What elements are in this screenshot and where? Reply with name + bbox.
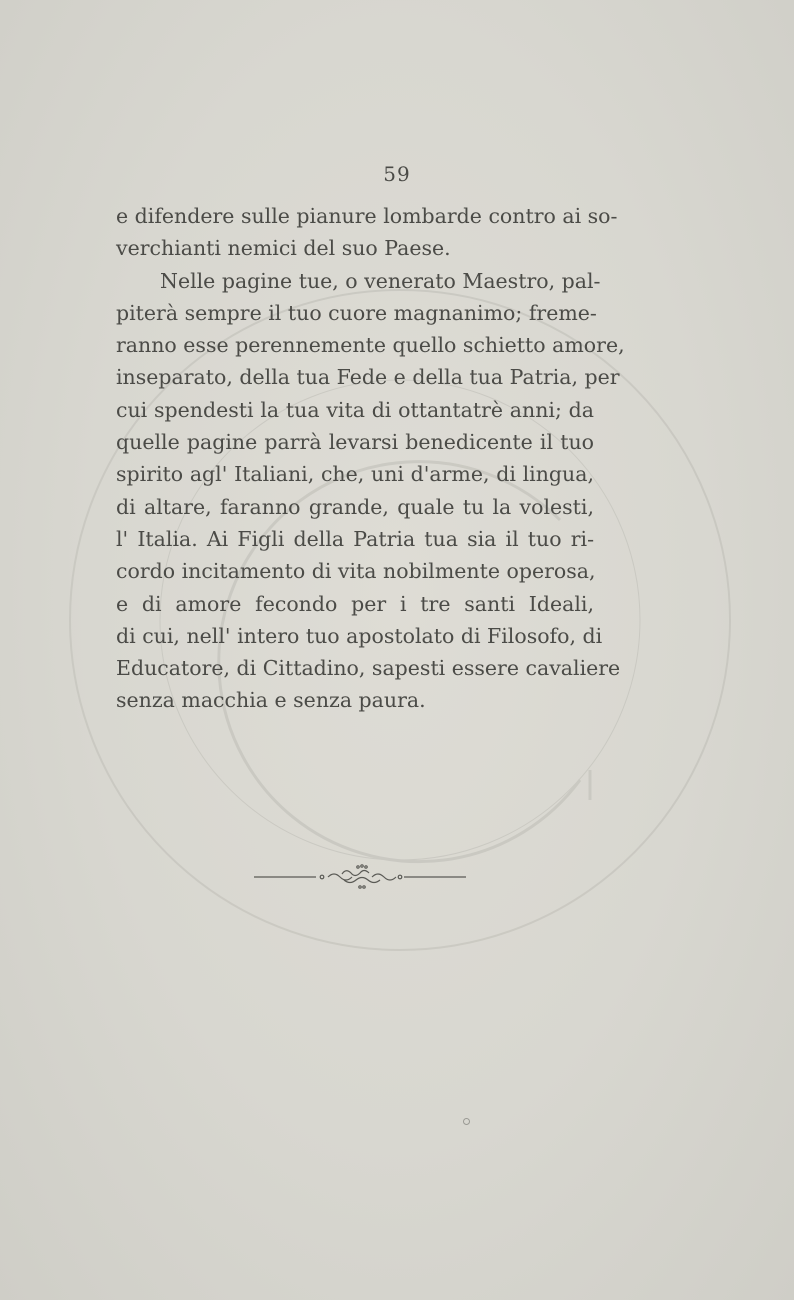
text-line: senza macchia e senza paura. — [116, 688, 426, 713]
text-line: Educatore, di Cittadino, sapesti essere cavaliere — [116, 656, 621, 681]
text-line: di cui, nell' intero tuo apostolato di Filosofo, di — [116, 623, 603, 648]
text-line: cui spendesti la tua vita di ottantatrè anni; da — [116, 397, 594, 422]
text-line: di altare, faranno grande, quale tu la volesti, — [116, 494, 594, 519]
text-line: spirito agl' Italiani, che, uni d'arme, di lingua, — [116, 462, 594, 487]
text-line: l' Italia. Ai Figli della Patria tua sia il tuo ri- — [116, 526, 594, 551]
text-line: piterà sempre il tuo cuore magnanimo; freme- — [116, 300, 597, 325]
text-line: cordo incitamento di vita nobilmente operosa, — [116, 559, 596, 584]
text-line: e difendere sulle pianure lombarde contro ai so- — [116, 204, 618, 228]
page-number: 59 — [383, 162, 411, 186]
text-line: inseparato, della tua Fede e della tua Patria, per — [116, 365, 620, 390]
text-line: Nelle pagine tue, o venerato Maestro, pal- — [160, 268, 601, 293]
text-line: e di amore fecondo per i tre santi Ideali, — [116, 591, 594, 616]
text-line: quelle pagine parrà levarsi benedicente il tuo — [116, 430, 594, 455]
text-line: ranno esse perennemente quello schietto amore, — [116, 333, 625, 358]
body-text — [116, 200, 625, 717]
paper-mark — [463, 1118, 470, 1125]
decorative-divider-icon — [254, 862, 466, 892]
text-line: verchianti nemici del suo Paese. — [116, 236, 451, 261]
